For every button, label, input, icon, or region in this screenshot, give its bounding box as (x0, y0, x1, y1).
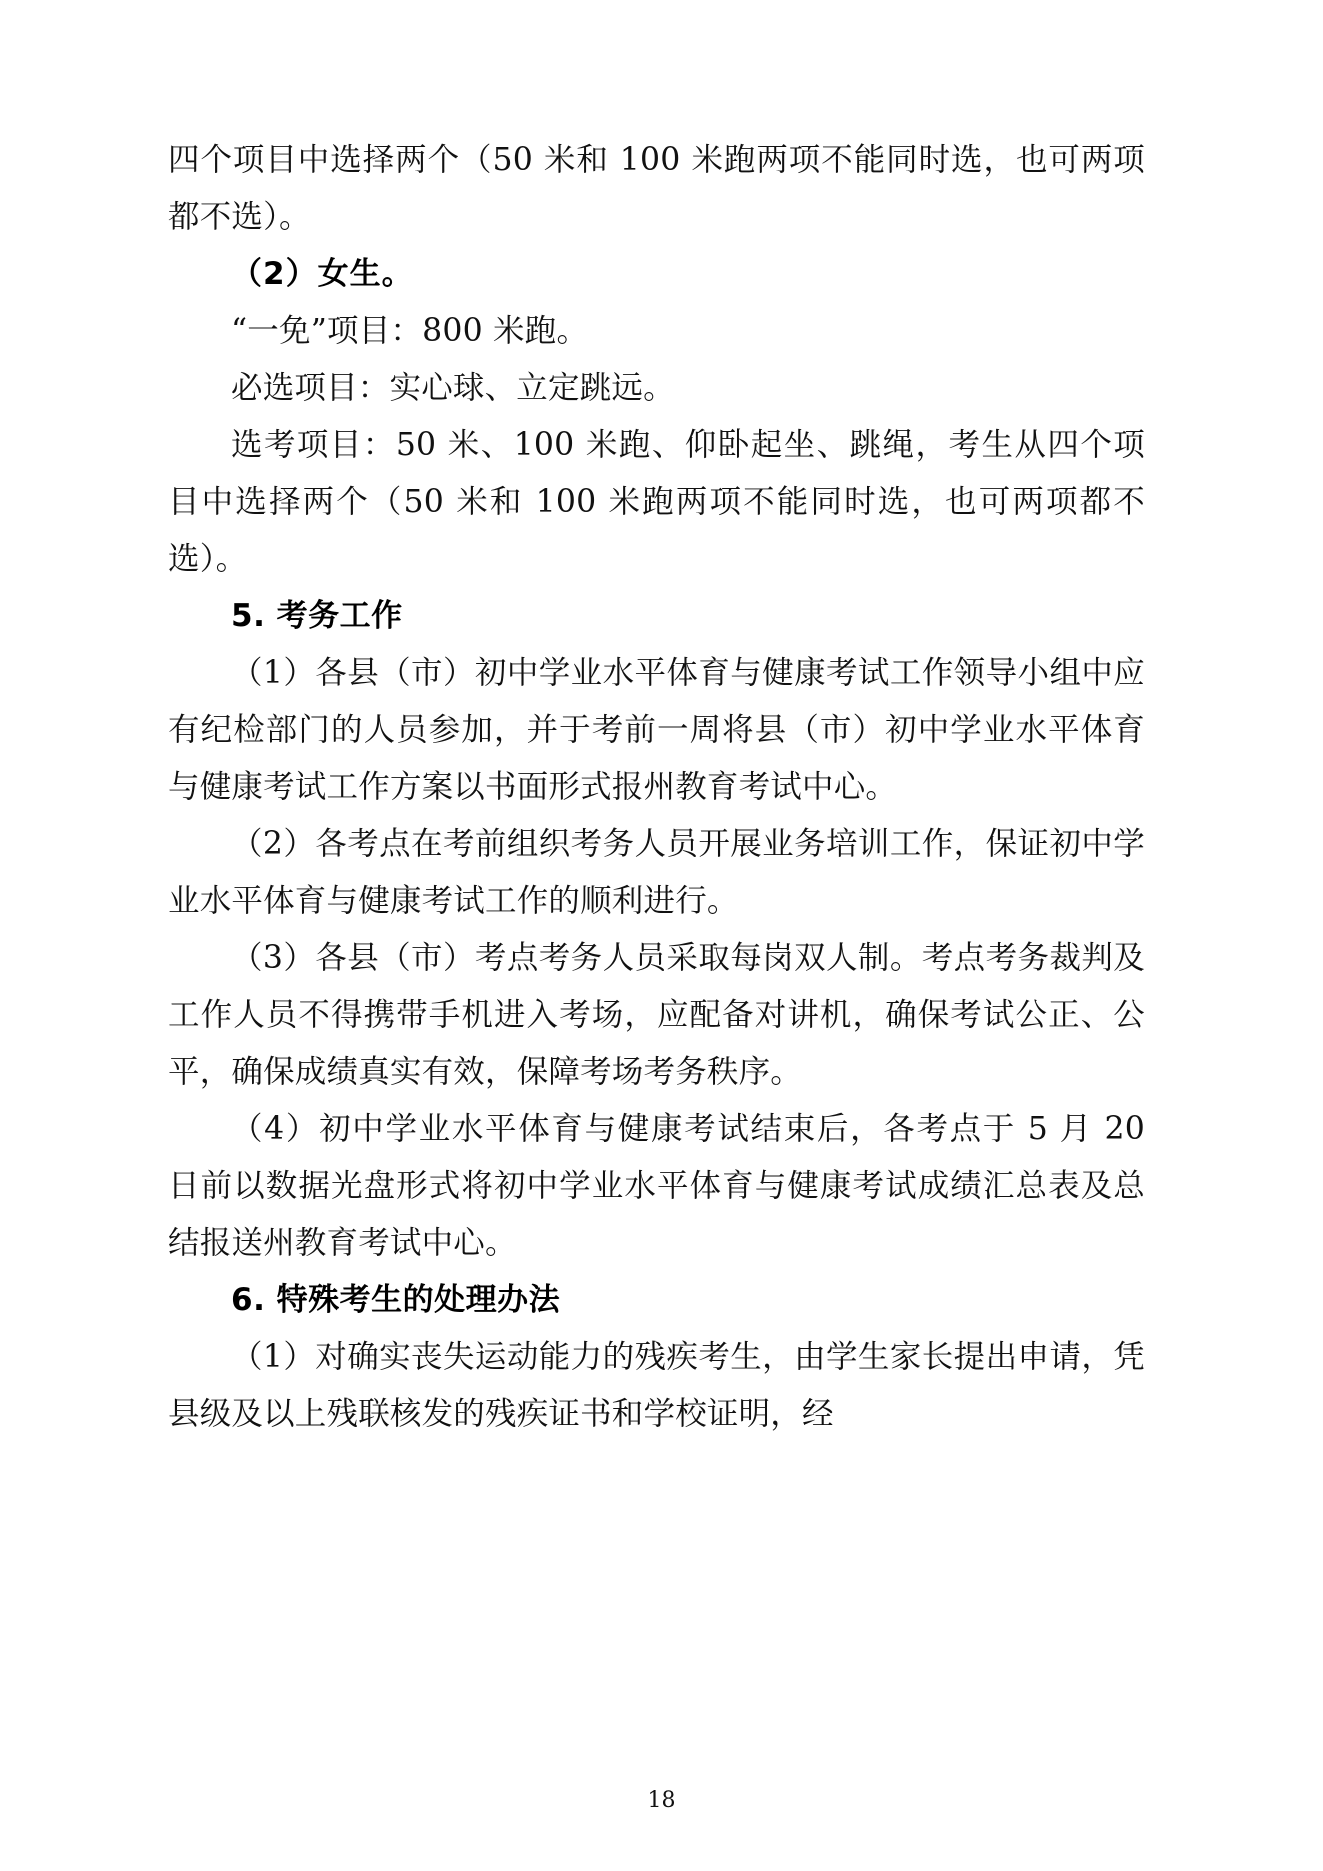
subheading-female: （2）女生。 (231, 256, 414, 292)
paragraph-continuation-male-optional: 四个项目中选择两个（50 米和 100 米跑两项不能同时选，也可两项都不选）。 (168, 142, 1145, 235)
paragraph-required-items: 必选项目：实心球、立定跳远。 (231, 370, 675, 406)
paragraph-special-item-1: （1）对确实丧失运动能力的残疾考生，由学生家长提出申请，凭县级及以上残联核发的残疾证书和学校证明，经 (168, 1339, 1145, 1432)
heading-special-candidates: 6. 特殊考生的处理办法 (231, 1282, 561, 1318)
paragraph-item-1: （1）各县（市）初中学业水平体育与健康考试工作领导小组中应有纪检部门的人员参加，并于考前一周将县（市）初中学业水平体育与健康考试工作方案以书面形式报州教育考试中心。 (168, 655, 1145, 805)
page-number: 18 (647, 1788, 676, 1813)
paragraph-item-4: （4）初中学业水平体育与健康考试结束后，各考点于 5 月 20 日前以数据光盘形式将初中学业水平体育与健康考试成绩汇总表及总结报送州教育考试中心。 (168, 1111, 1146, 1261)
heading-exam-administration: 5. 考务工作 (231, 598, 403, 634)
paragraph-exempt-item: “一免”项目：800 米跑。 (231, 313, 589, 349)
paragraph-optional-items: 选考项目：50 米、100 米跑、仰卧起坐、跳绳，考生从四个项目中选择两个（50 米和 100 米跑两项不能同时选，也可两项都不选）。 (168, 427, 1145, 577)
paragraph-item-2: （2）各考点在考前组织考务人员开展业务培训工作，保证初中学业水平体育与健康考试工作的顺利进行。 (168, 826, 1145, 919)
paragraph-item-3: （3）各县（市）考点考务人员采取每岗双人制。考点考务裁判及工作人员不得携带手机进入考场，应配备对讲机，确保考试公正、公平，确保成绩真实有效，保障考场考务秩序。 (168, 940, 1145, 1090)
